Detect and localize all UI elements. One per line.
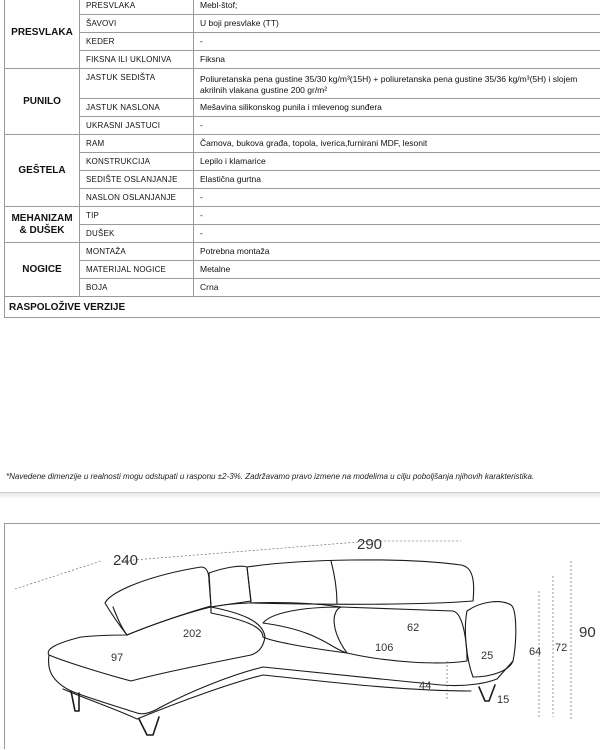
field-label: RAM: [80, 135, 194, 153]
field-label: MATERIJAL NOGICE: [80, 261, 194, 279]
category-nogice: NOGICE: [5, 243, 80, 297]
field-value: -: [194, 225, 600, 243]
sofa-seat-corner: [211, 603, 347, 654]
dim-total-height: 90: [579, 624, 596, 641]
field-value: Metalne: [194, 261, 600, 279]
dim-seat-height: 44: [419, 680, 431, 692]
field-value: -: [194, 117, 600, 135]
field-label: ŠAVOVI: [80, 15, 194, 33]
dimension-line-width-total: [121, 541, 461, 561]
dim-chaise-width: 97: [111, 652, 123, 664]
dim-depth-left: 240: [113, 552, 138, 569]
field-label: KEDER: [80, 33, 194, 51]
dim-arm-height: 64: [529, 646, 541, 658]
field-label: SEDIŠTE OSLANJANJE: [80, 171, 194, 189]
field-label: MONTAŽA: [80, 243, 194, 261]
field-label: UKRASNI JASTUCI: [80, 117, 194, 135]
dimension-drawing: [4, 523, 600, 749]
category-punilo: PUNILO: [5, 69, 80, 135]
field-value: Potrebna montaža: [194, 243, 600, 261]
available-versions-label: RASPOLOŽIVE VERZIJE: [5, 297, 600, 318]
sofa-seat-right: [263, 607, 467, 663]
field-value: U boji presvlake (TT): [194, 15, 600, 33]
field-value: Mešavina silikonskog punila i mlevenog sunđera: [194, 99, 600, 117]
field-value: -: [194, 207, 600, 225]
dim-back-height: 72: [555, 642, 567, 654]
field-label: TIP: [80, 207, 194, 225]
sofa-back-left-inner: [113, 607, 127, 635]
field-value: Čamova, bukova građa, topola, iverica,furnirani MDF, lesonit: [194, 135, 600, 153]
field-label: NASLON OSLANJANJE: [80, 189, 194, 207]
sofa-back-divider: [331, 561, 337, 604]
sofa-dimension-diagram: [1, 1, 600, 750]
dim-arm-width: 25: [481, 650, 493, 662]
dim-chaise-length: 202: [183, 628, 201, 640]
field-label: JASTUK NASLONA: [80, 99, 194, 117]
field-label: DUŠEK: [80, 225, 194, 243]
field-value: Elastična gurtna: [194, 171, 600, 189]
sofa-leg-right: [479, 685, 495, 701]
field-value: Lepilo i klamarice: [194, 153, 600, 171]
field-value: Fiksna: [194, 51, 600, 69]
sofa-leg-front: [139, 717, 159, 735]
field-value: Poliuretanska pena gustine 35/30 kg/m³(15H) + poliuretanska pena gustine 35/36 kg/m³(5H) i slojem akrilnih vlakana gustine 200 gr/m²: [194, 69, 600, 99]
field-value: Mebl-štof;: [194, 0, 600, 15]
field-value: -: [194, 189, 600, 207]
sofa-back-right: [247, 560, 474, 604]
field-label: JASTUK SEDIŠTA: [80, 69, 194, 99]
dim-seat-width: 106: [375, 642, 393, 654]
field-label: KONSTRUKCIJA: [80, 153, 194, 171]
disclaimer-note: *Navedene dimenzije u realnosti mogu odstupati u rasponu ±2-3%. Zadržavamo pravo izmene na modelima u cilju poboljšanja njihovih karakteristika.: [6, 472, 596, 481]
dim-leg-height: 15: [497, 694, 509, 706]
field-label: FIKSNA ILI UKLONIVA: [80, 51, 194, 69]
category-presvlaka: PRESVLAKA: [5, 0, 80, 69]
field-label: BOJA: [80, 279, 194, 297]
category-mehanizam-dusek: MEHANIZAM & DUŠEK: [5, 207, 80, 243]
dim-seat-depth: 62: [407, 622, 419, 634]
category-gestela: GEŠTELA: [5, 135, 80, 207]
field-value: Crna: [194, 279, 600, 297]
field-value: -: [194, 33, 600, 51]
field-label: PRESVLAKA: [80, 0, 194, 15]
dimension-line-depth-left: [15, 561, 101, 589]
sofa-back-middle: [209, 566, 251, 607]
dim-width-total: 290: [357, 536, 382, 553]
